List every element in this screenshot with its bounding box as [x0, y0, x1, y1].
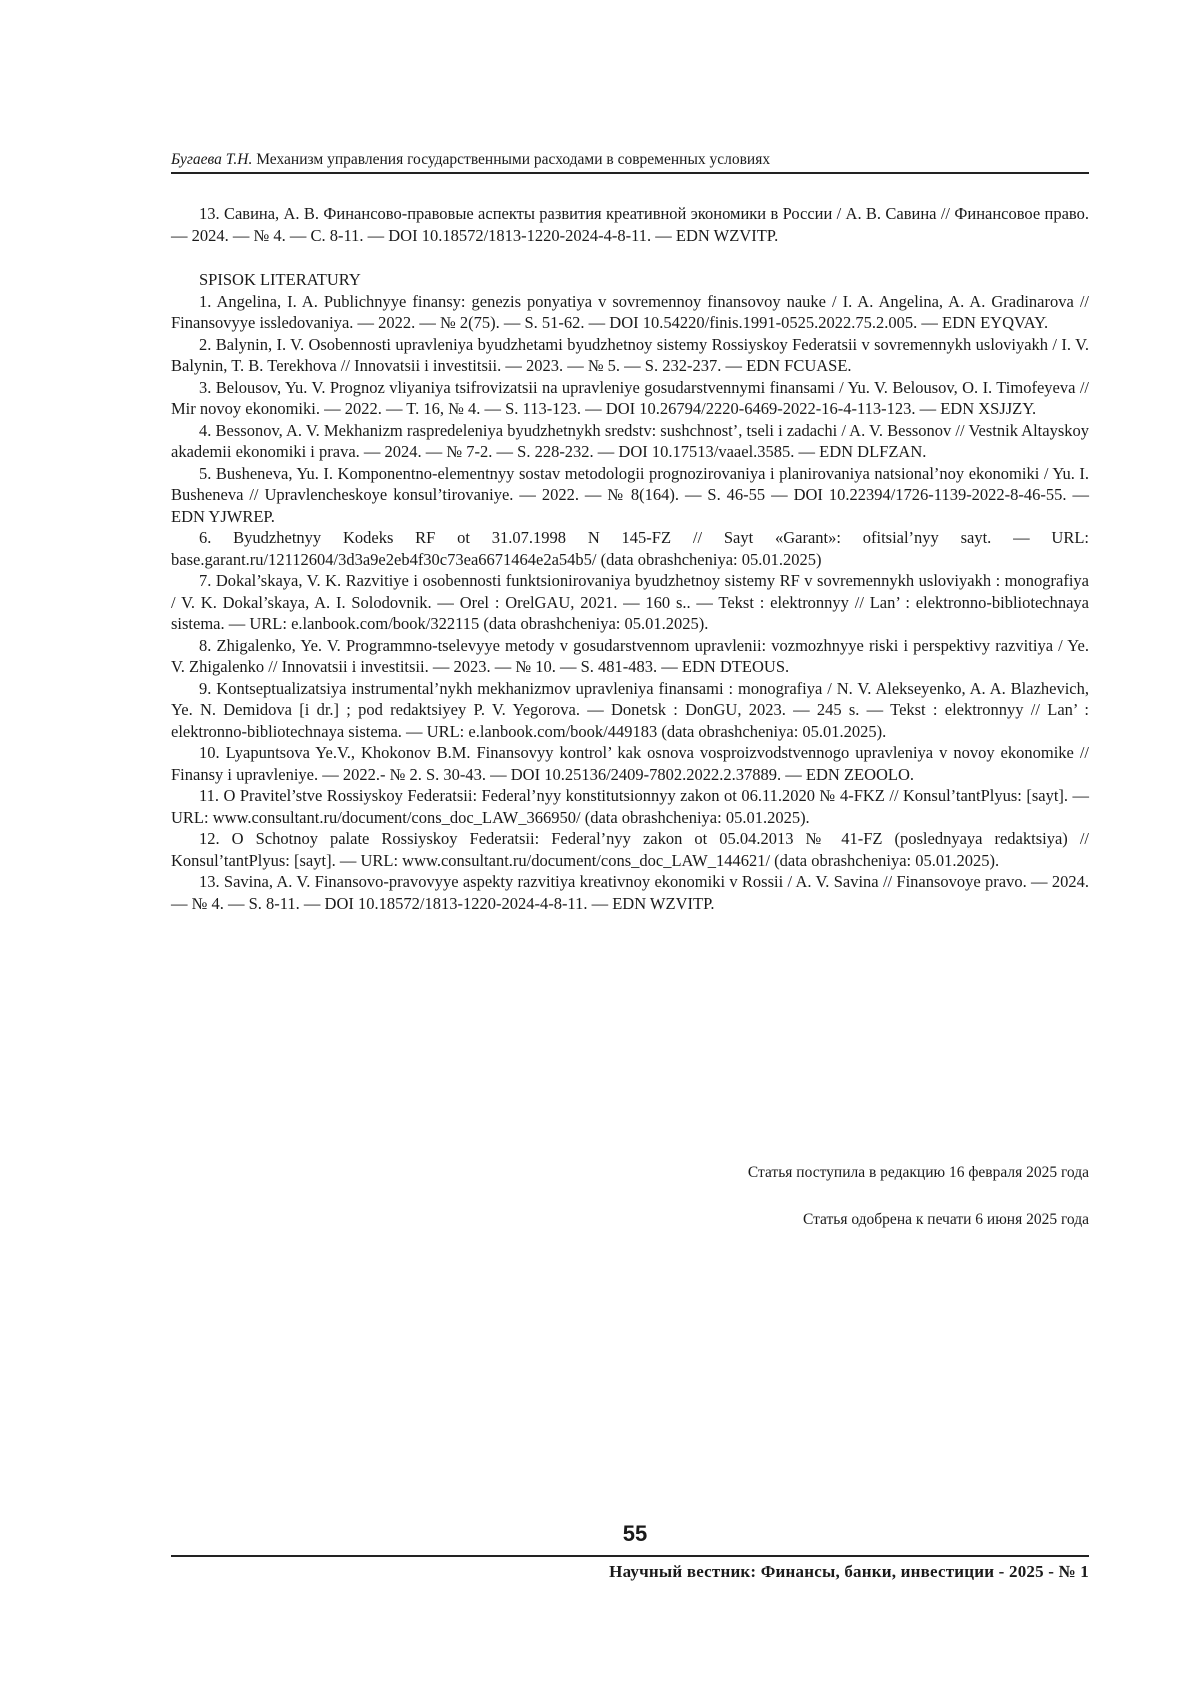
reference-item: 8. Zhigalenko, Ye. V. Programmno-tselevyye metody v gosudarstvennom upravlenii: vozmozhnyye riski i perspektivy razvitiya / Ye. V. Zhigalenko // Innovatsii i investitsii. — 2023. — № 10. — S. 481-483. — EDN DTEOUS. [171, 635, 1089, 676]
reference-ru-13: 13. Савина, А. В. Финансово-правовые аспекты развития креативной экономики в России / А. В. Савина // Финансовое право. — 2024. — № 4. — С. 8-11. — DOI 10.18572/1813-1220-2024-4-8-11. — EDN WZVITP. [171, 204, 1089, 245]
running-head-author: Бугаева Т.Н. [171, 151, 253, 168]
footer-divider [171, 1555, 1089, 1557]
article-body [171, 203, 1089, 914]
header-divider [171, 172, 1089, 174]
page-number: 55 [622, 1521, 648, 1546]
journal-footer: Научный вестник: Финансы, банки, инвестиции - 2025 - № 1 [609, 1562, 1089, 1581]
reference-item: 7. Dokal’skaya, V. K. Razvitiye i osobennosti funktsionirovaniya byudzhetnoy sistemy RF v sovremennykh usloviyakh : monografiya / V. K. Dokal’skaya, A. I. Solodovnik. — Orel : OrelGAU, 2021. — 160 s.. — Tekst : elektronnyy // Lan’ : elektronno-bibliotechnaya sistema. — URL: e.lanbook.com/book/322115 (data obrashcheniya: 05.01.2025). [171, 571, 1089, 633]
reference-item: 11. O Pravitel’stve Rossiyskoy Federatsii: Federal’nyy konstitutsionnyy zakon ot 06.11.2020 № 4-FKZ // Konsul’tantPlyus: [sayt]. — URL: www.consultant.ru/document/cons_doc_LAW_366950/ (data obrashcheniya: 05.01.2025). [171, 786, 1089, 827]
reference-item: 2. Balynin, I. V. Osobennosti upravleniya byudzhetami byudzhetnoy sistemy Rossiyskoy Federatsii v sovremennykh usloviyakh / I. V. Balynin, T. B. Terekhova // Innovatsii i investitsii. — 2023. — № 5. — S. 232-237. — EDN FCUASE. [171, 334, 1089, 375]
reference-item: 12. O Schotnoy palate Rossiyskoy Federatsii: Federal’nyy zakon ot 05.04.2013 № 41-FZ (poslednyaya redaktsiya) // Konsul’tantPlyus: [sayt]. — URL: www.consultant.ru/document/cons_doc_LAW_144621/ (data obrashcheniya: 05.01.2025). [171, 829, 1089, 870]
reference-item: 10. Lyapuntsova Ye.V., Khokonov B.M. Finansovyy kontrol’ kak osnova vosproizvodstvennogo upravleniya v novoy ekonomike // Finansy i upravleniye. — 2022.- № 2. S. 30-43. — DOI 10.25136/2409-7802.2022.2.37889. — EDN ZEOOLO. [171, 743, 1089, 784]
reference-item: 13. Savina, A. V. Finansovo-pravovyye aspekty razvitiya kreativnoy ekonomiki v Rossii / A. V. Savina // Finansovoye pravo. — 2024. — № 4. — S. 8-11. — DOI 10.18572/1813-1220-2024-4-8-11. — EDN WZVITP. [171, 872, 1089, 913]
reference-item: 6. Byudzhetnyy Kodeks RF ot 31.07.1998 N 145-FZ // Sayt «Garant»: ofitsial’nyy sayt. — URL: base.garant.ru/12112604/3d3a9e2eb4f30c73ea6671464e2a54b5/ (data obrashcheniya: 05.01.2025) [171, 528, 1089, 569]
approved-note: Статья одобрена к печати 6 июня 2025 года [802, 1211, 1089, 1228]
received-note: Статья поступила в редакцию 16 февраля 2025 года [747, 1164, 1089, 1181]
references-heading: SPISOK LITERATURY [199, 270, 361, 289]
reference-item: 4. Bessonov, A. V. Mekhanizm raspredeleniya byudzhetnykh sredstv: sushchnost’, tseli i zadachi / A. V. Bessonov // Vestnik Altayskoy akademii ekonomiki i prava. — 2024. — № 7-2. — S. 228-232. — DOI 10.17513/vaael.3585. — EDN DLFZAN. [171, 420, 1089, 461]
reference-item: 3. Belousov, Yu. V. Prognoz vliyaniya tsifrovizatsii na upravleniye gosudarstvennymi finansami / Yu. V. Belousov, O. I. Timofeyeva // Mir novoy ekonomiki. — 2022. — T. 16, № 4. — S. 113-123. — DOI 10.26794/2220-6469-2022-16-4-113-123. — EDN XSJJZY. [171, 377, 1089, 418]
reference-item: 5. Busheneva, Yu. I. Komponentno-elementnyy sostav metodologii prognozirovaniya i planirovaniya natsional’noy ekonomiki / Yu. I. Busheneva // Upravlencheskoye konsul’tirovaniye. — 2022. — № 8(164). — S. 46-55 — DOI 10.22394/1726-1139-2022-8-46-55. — EDN YJWREP. [171, 463, 1089, 526]
running-head-title: Механизм управления государственными расходами в современных условиях [256, 151, 771, 168]
running-head [171, 150, 1091, 170]
reference-item: 9. Kontseptualizatsiya instrumental’nykh mekhanizmov upravleniya finansami : monografiya / N. V. Alekseyenko, A. A. Blazhevich, Ye. N. Demidova [i dr.] ; pod redaktsiyey P. V. Yegorova. — Donetsk : DonGU, 2023. — 245 s. — Tekst : elektronnyy // Lan’ : elektronno-bibliotechnaya sistema. — URL: e.lanbook.com/book/449183 (data obrashcheniya: 05.01.2025). [171, 678, 1089, 741]
reference-item: 1. Angelina, I. A. Publichnyye finansy: genezis ponyatiya v sovremennoy finansovoy nauke / I. A. Angelina, A. A. Gradinarova // Finansovyye issledovaniya. — 2022. — № 2(75). — S. 51-62. — DOI 10.54220/finis.1991-0525.2022.75.2.005. — EDN EYQVAY. [171, 291, 1089, 332]
